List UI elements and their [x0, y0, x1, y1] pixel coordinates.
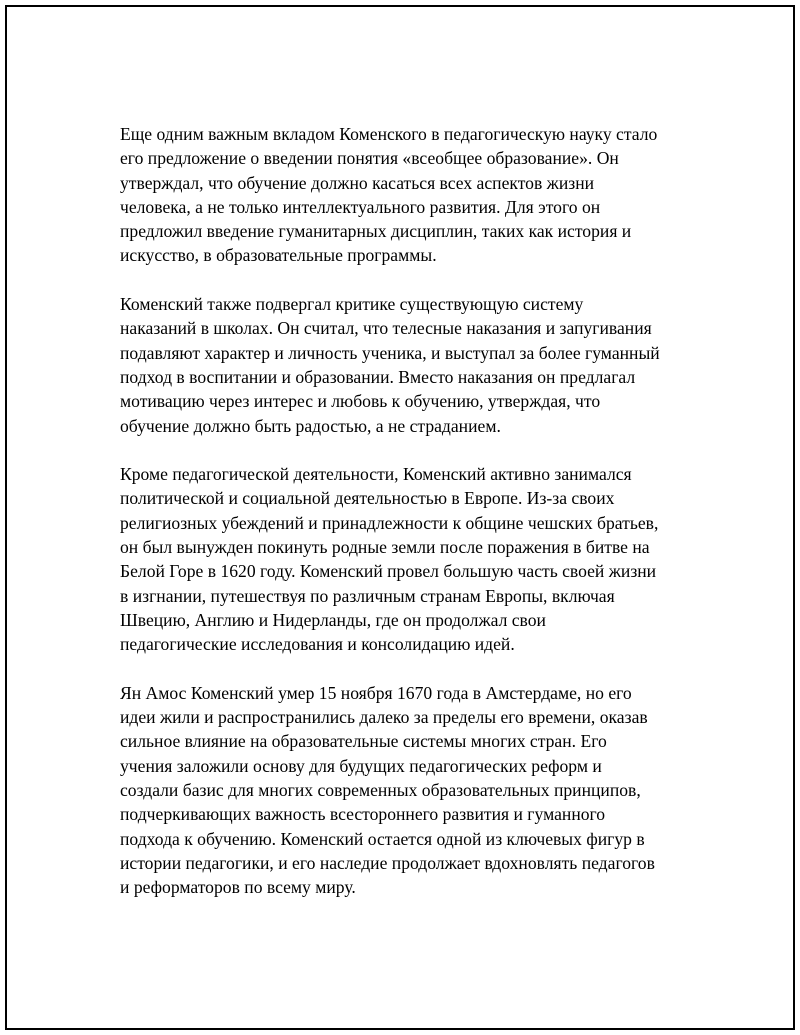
text-line: Коменский также подвергал критике существующую систему: [120, 294, 584, 315]
paragraph-3: [120, 462, 700, 656]
text-line: подчеркивающих важность всестороннего развития и гуманного: [120, 804, 606, 825]
text-line: подход в воспитании и образовании. Вместо наказания он предлагал: [120, 366, 636, 387]
document-page: [5, 5, 795, 1030]
text-line: Еще одним важным вкладом Коменского в педагогическую науку стало: [120, 124, 658, 144]
text-line: Кроме педагогической деятельности, Коменский активно занимался: [120, 464, 632, 485]
text-line: человека, а не только интеллектуального развития. Для этого он: [120, 196, 601, 217]
text-line: мотивацию через интерес и любовь к обучению, утверждая, что: [120, 391, 601, 412]
text-line: и реформаторов по всему миру.: [120, 877, 356, 898]
text-line: Швецию, Англию и Нидерланды, где он продолжал свои: [120, 609, 546, 630]
text-line: подавляют характер и личность ученика, и выступал за более гуманный: [120, 342, 660, 363]
text-line: он был вынужден покинуть родные земли после поражения в битве на: [120, 537, 650, 558]
text-line: его предложение о введении понятия «всеобщее образование». Он: [120, 148, 619, 169]
text-line: предложил введение гуманитарных дисциплин, таких как история и: [120, 221, 632, 242]
text-line: политической и социальной деятельностью в Европе. Из-за своих: [120, 488, 615, 509]
text-line: в изгнании, путешествуя по различным странам Европы, включая: [120, 585, 615, 606]
text-line: искусство, в образовательные программы.: [120, 245, 437, 266]
text-line: обучение должно быть радостью, а не страданием.: [120, 415, 501, 436]
text-line: истории педагогики, и его наследие продолжает вдохновлять педагогов: [120, 852, 655, 873]
text-line: Белой Горе в 1620 году. Коменский провел большую часть своей жизни: [120, 561, 657, 582]
document-body: [120, 122, 700, 924]
text-line: идеи жили и распространились далеко за пределы его времени, оказав: [120, 707, 648, 728]
text-line: религиозных убеждений и принадлежности к общине чешских братьев,: [120, 512, 659, 533]
text-line: учения заложили основу для будущих педагогических реформ и: [120, 755, 602, 776]
text-line: подхода к обучению. Коменский остается одной из ключевых фигур в: [120, 828, 645, 849]
text-line: сильное влияние на образовательные системы многих стран. Его: [120, 731, 607, 752]
paragraph-2: [120, 292, 700, 438]
paragraph-4: [120, 681, 700, 900]
text-line: наказаний в школах. Он считал, что телесные наказания и запугивания: [120, 318, 652, 339]
text-line: Ян Амос Коменский умер 15 ноября 1670 года в Амстердаме, но его: [120, 682, 632, 703]
paragraph-1: [120, 122, 700, 268]
text-line: создали базис для многих современных образовательных принципов,: [120, 780, 641, 801]
text-line: педагогические исследования и консолидацию идей.: [120, 634, 515, 655]
text-line: утверждал, что обучение должно касаться всех аспектов жизни: [120, 172, 595, 193]
